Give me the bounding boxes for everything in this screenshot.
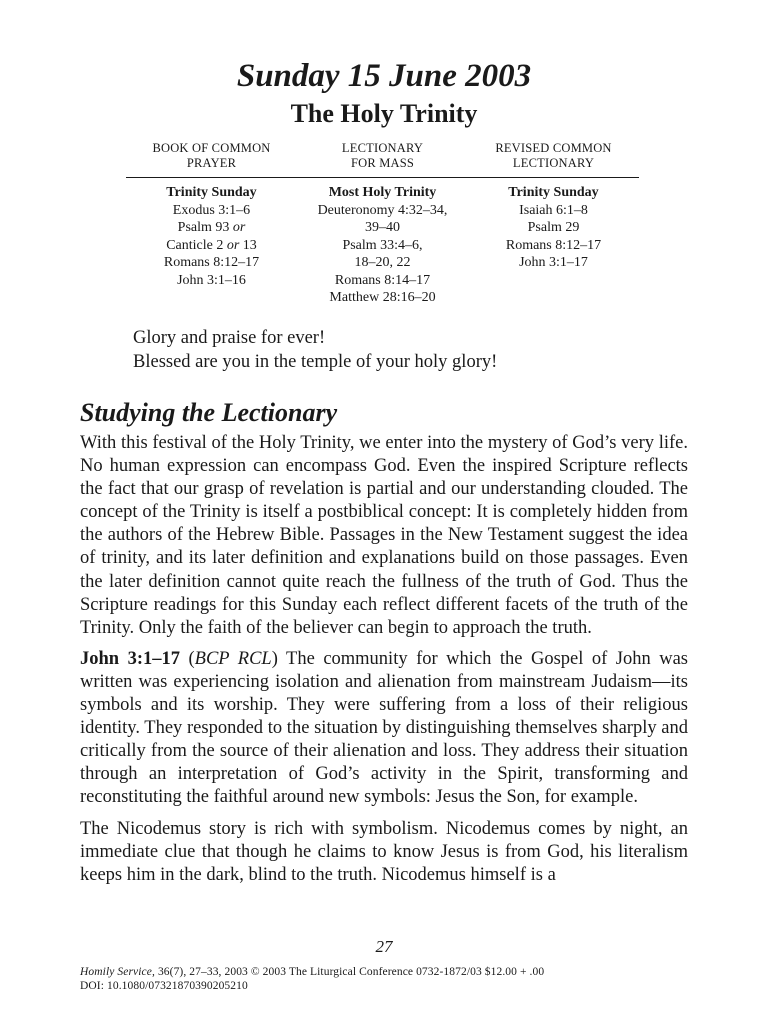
reading-line: Romans 8:14–17 [334,272,431,288]
column-header-lfm: LECTIONARY FOR MASS [341,141,424,170]
reading-line: John 3:1–17 [519,255,588,270]
reading-line: Psalm 93 or [177,220,246,235]
reading-line: Psalm 33:4–6, [342,237,423,253]
reading-line: Canticle 2 or 13 [166,237,257,253]
reading-line: Psalm 29 [527,220,580,235]
citation-line: Homily Service, 36(7), 27–33, 2003 © 2003 The Liturgical Conference 0732-1872/03 $12.00 + .00 [80,966,545,978]
column-header-rcl: REVISED COMMON LECTIONARY [495,141,612,170]
readings-header-row [126,141,639,178]
page-number: 27 [375,937,393,956]
scripture-reference: John 3:1–17 [80,648,180,669]
section-heading: Studying the Lectionary [80,398,338,427]
article-body [80,432,688,895]
reading-line: 39–40 [365,220,400,235]
reading-line: John 3:1–16 [177,272,246,288]
readings-column-bcp [126,184,297,307]
page-title: Sunday 15 June 2003 [236,58,532,94]
column-header-bcp: BOOK OF COMMON PRAYER [152,141,271,170]
doi-line: DOI: 10.1080/07321870390205210 [80,980,248,992]
feast-name: Most Holy Trinity [328,185,437,200]
reading-line: Romans 8:12–17 [505,237,602,253]
paragraph: John 3:1–17 (BCP RCL) The community for which the Gospel of John was written was experiencing isolation and alienation from mainstream Judaism—its symbols and its worship. They were suffering from a loss of their religious identity. They responded to the situation by distinguishing themselves sharply and critically from the source of their alienation and loss. They address their situation through an interpretation of God’s activity in the Spirit, transforming and reconstituting the faithful around new symbols: Jesus the Son, for example. [80,648,689,808]
reading-line: Isaiah 6:1–8 [519,202,588,218]
reading-line: 18–20, 22 [354,255,411,270]
readings-body-row [126,178,639,307]
readings-column-lfm [297,184,468,307]
acclamation-line: Blessed are you in the temple of your holy glory! [133,352,498,372]
reading-line: Romans 8:12–17 [163,255,260,270]
paragraph: With this festival of the Holy Trinity, we enter into the mystery of God’s very life. No human expression can encompass God. Even the inspired Scripture reflects the fact that our grasp of revelation is partial and our understanding clouded. The concept of the Trinity is itself a postbiblical concept: It is completely hidden from the authors of the Hebrew Bible. Passages in the New Testament suggest the idea of trinity, and its later definition and explanations build on those passages. Even the later definition cannot quite reach the fullness of the truth of God. Thus the Scripture readings for this Sunday each reflect different facets of the truth of the Trinity. Only the faith of the believer can begin to approach the truth. [80,433,688,638]
feast-name: Trinity Sunday [508,185,599,200]
readings-table [126,141,639,307]
lectionary-source: BCP RCL [194,648,272,669]
acclamation-line: Glory and praise for ever! [133,328,326,348]
acclamation [133,326,497,374]
citation-footer [80,965,690,993]
feast-name: Trinity Sunday [166,185,257,200]
reading-line: Exodus 3:1–6 [172,202,251,218]
reading-line: Matthew 28:16–20 [329,290,436,305]
paragraph: The Nicodemus story is rich with symbolism. Nicodemus comes by night, an immediate clue that though he claims to know Jesus is from God, his literalism keeps him in the dark, blind to the truth. Nicodemus himself is a [80,818,688,885]
readings-column-rcl [468,184,639,307]
page-subtitle: The Holy Trinity [290,99,478,128]
reading-line: Deuteronomy 4:32–34, [317,202,448,218]
